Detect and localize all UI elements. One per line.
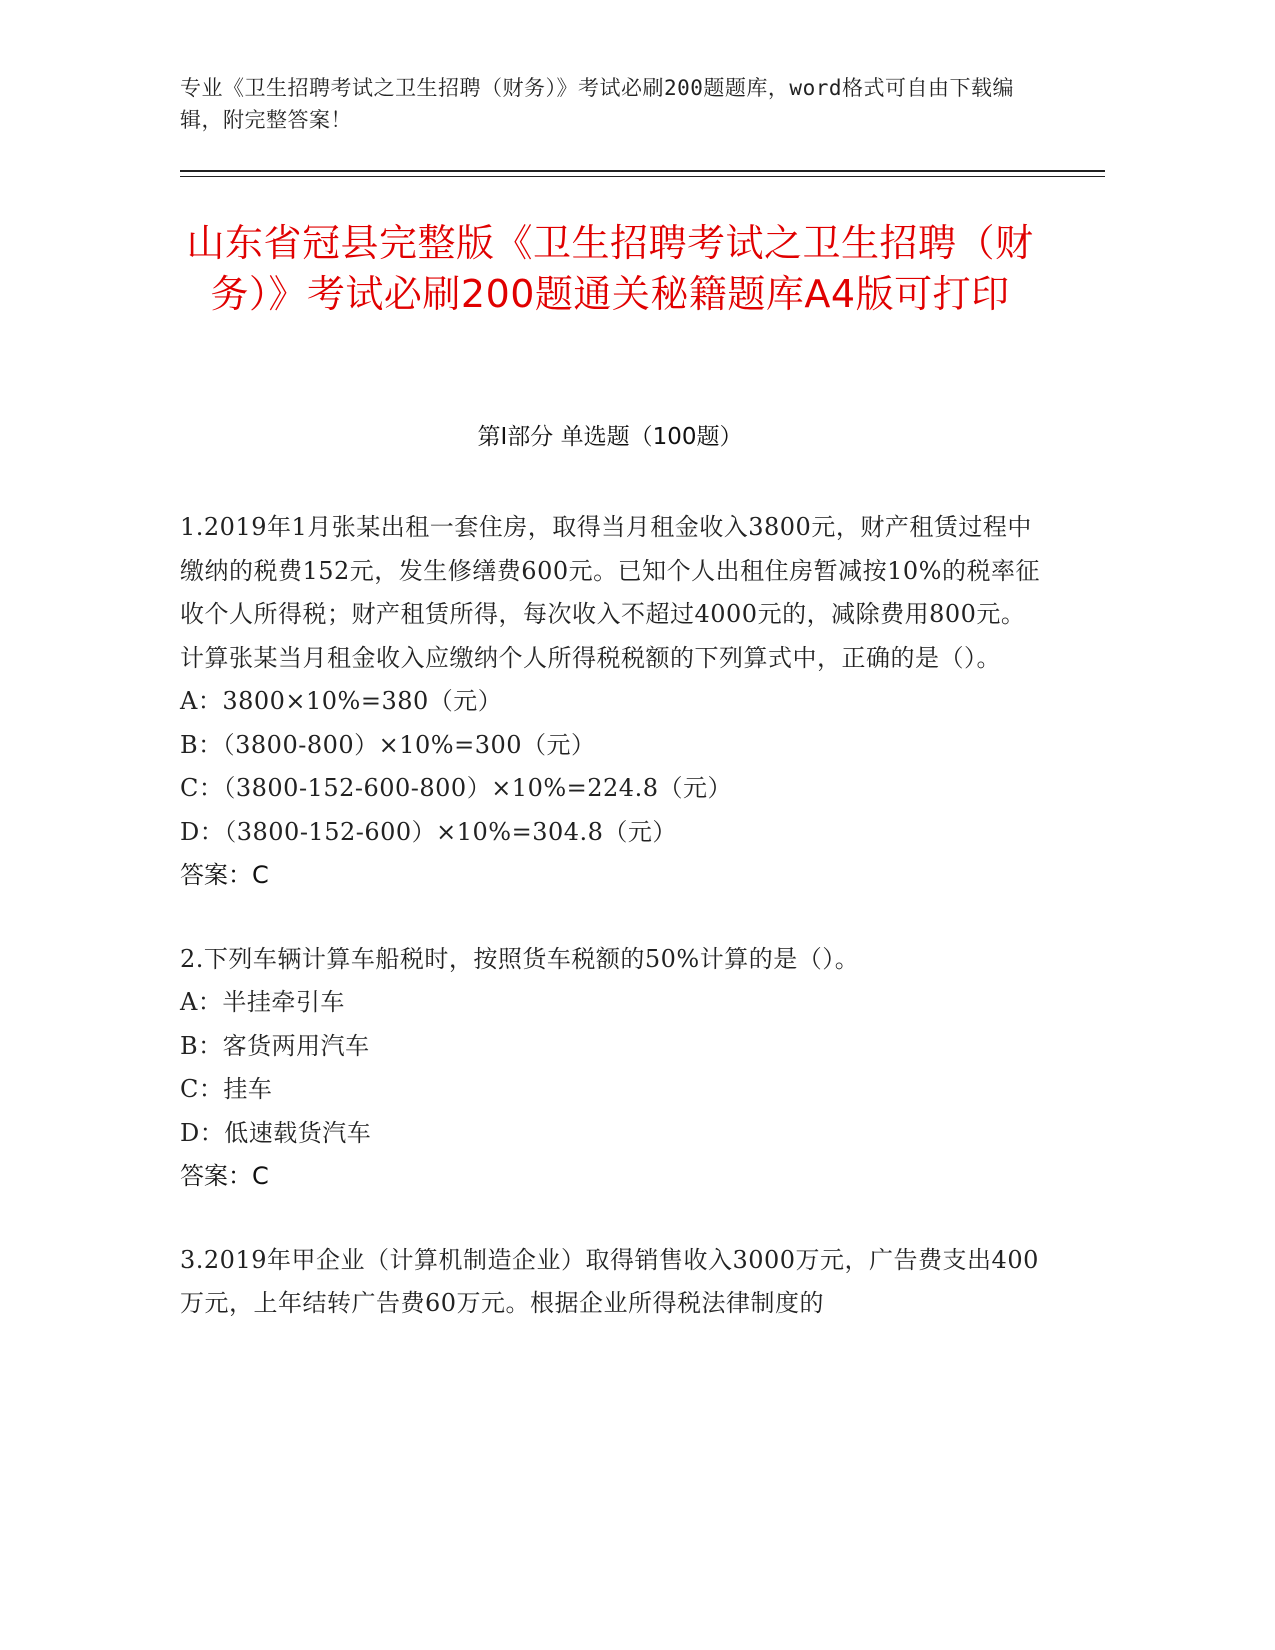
document-title: 山东省冠县完整版《卫生招聘考试之卫生招聘（财务）》考试必刷200题通关秘籍题库A4版可打印 xyxy=(186,221,1034,316)
option-a: A：3800×10%=380（元） xyxy=(180,687,503,715)
header-divider-thick xyxy=(180,170,1105,172)
question-text: 1.2019年1月张某出租一套住房，取得当月租金收入3800元，财产租赁过程中缴纳的税费152元，发生修缮费600元。已知个人出租住房暂减按10%的税率征收个人所得税；财产租赁所得，每次收入不超过4000元的，减除费用800元。计算张某当月租金收入应缴纳个人所得税税额的下列算式中，正确的是（）。 xyxy=(180,513,1040,672)
option-d: D：（3800-152-600）×10%=304.8（元） xyxy=(180,817,677,846)
question-list xyxy=(180,506,1040,1366)
header-note: 专业《卫生招聘考试之卫生招聘（财务）》考试必刷200题题库，word格式可自由下载编辑，附完整答案！ xyxy=(180,76,1014,132)
question-3 xyxy=(180,1239,1040,1326)
header-divider-thin xyxy=(180,176,1105,177)
option-b: B：客货两用汽车 xyxy=(180,1031,370,1060)
option-c: C：（3800-152-600-800）×10%=224.8（元） xyxy=(180,774,732,802)
question-2 xyxy=(180,938,1040,1199)
option-c: C：挂车 xyxy=(180,1075,273,1103)
option-b: B：（3800-800）×10%=300（元） xyxy=(180,730,596,759)
section-heading: 第I部分 单选题（100题） xyxy=(477,424,743,450)
answer-label: 答案：C xyxy=(180,1162,269,1190)
question-text: 3.2019年甲企业（计算机制造企业）取得销售收入3000万元，广告费支出400万元，上年结转广告费60万元。根据企业所得税法律制度的 xyxy=(180,1245,1039,1317)
question-1 xyxy=(180,506,1040,898)
answer-label: 答案：C xyxy=(180,861,269,889)
option-a: A：半挂牵引车 xyxy=(180,988,345,1016)
question-text: 2.下列车辆计算车船税时，按照货车税额的50%计算的是（）。 xyxy=(180,944,860,973)
option-d: D：低速载货汽车 xyxy=(180,1118,372,1147)
